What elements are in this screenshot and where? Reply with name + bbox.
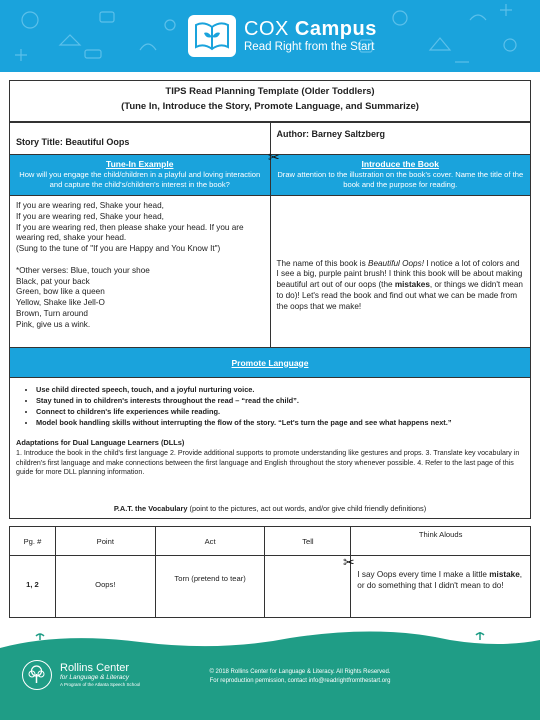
brand — [188, 12, 377, 60]
rollins-name: Rollins Center — [60, 662, 130, 674]
cell-point: Oops! — [55, 556, 155, 618]
introduce-text — [277, 259, 525, 313]
vocabulary-title — [9, 504, 531, 513]
book-logo-icon — [188, 15, 236, 57]
vocabulary-table — [9, 526, 531, 618]
introduce-bold-word: mistakes — [394, 280, 430, 290]
think-aloud-part-2: , or do something that I didn't mean to do! — [357, 570, 523, 590]
tune-in-body: If you are wearing red, Shake your head, If you are wearing red, Shake your head, If you are wearing red, then please shake your head. If you are wearing red, shake your head. (Sung to the tune of "If you are Happy and You Know It") *Other verses: Blue, touch your shoe Black, pat your back Green, bow like a queen Yellow, Shake like Jell-O Brown, Turn around Pink, give us a wink. — [16, 201, 244, 329]
rollins-tiny: A Program of the Atlanta Speech School — [60, 682, 141, 687]
cell-act: Torn (pretend to tear) — [155, 556, 265, 618]
tune-in-heading — [10, 155, 270, 195]
promote-bullets — [10, 378, 530, 428]
copyright — [150, 668, 450, 686]
list-item: • Use child directed speech, touch, and a joyful nurturing voice. — [36, 384, 520, 395]
introduce-heading — [270, 155, 531, 195]
dll-title: Adaptations for Dual Language Learners (DLLs) — [16, 438, 185, 447]
vocabulary-section — [9, 494, 531, 621]
title-line-1: TIPS Read Planning Template (Older Toddlers) — [165, 86, 375, 97]
tune-in-title: Tune-In Example — [106, 159, 174, 169]
brand-text — [244, 18, 377, 54]
planning-frame — [9, 122, 531, 519]
header-point: Point — [55, 527, 155, 556]
promote-language-title: Promote Language — [231, 357, 309, 368]
rollins-text — [60, 662, 140, 688]
story-author: Author: Barney Saltzberg — [270, 123, 531, 154]
rollins-sub: for Language & Literacy — [60, 674, 130, 681]
vocabulary-title-rest: (point to the pictures, act out words, and/or give child friendly definitions) — [187, 504, 427, 513]
brand-tagline: Read Right from the Start — [244, 41, 375, 53]
tune-in-subtext: How will you engage the child/children in a playful and loving interaction and capture the child's/children's interest in the book? — [19, 170, 261, 189]
scissors-icon: ✂ — [268, 149, 280, 165]
introduce-text-part-3: , or things we didn't mean to do)! Let's read the book and find out what we can be made from the oops that we make! — [276, 280, 523, 311]
brand-cox: COX — [244, 18, 289, 40]
header-think-alouds: Think Alouds — [351, 527, 531, 556]
footer — [0, 648, 540, 720]
table-row — [10, 556, 531, 618]
scissors-icon: ✂ — [343, 554, 355, 570]
list-item: • Connect to children's life experiences while reading. — [36, 406, 520, 417]
vocabulary-title-bold: P.A.T. the Vocabulary — [113, 504, 188, 513]
brand-name — [244, 18, 377, 40]
copyright-line-1: © 2018 Rollins Center for Language & Literacy. All Rights Reserved. — [209, 669, 391, 675]
rollins-brand — [22, 660, 140, 690]
list-item: • Stay tuned in to children's interests throughout the read – “read the child”. — [36, 395, 520, 406]
template-title — [9, 80, 531, 122]
table-header-row — [10, 527, 531, 556]
title-line-2: (Tune In, Introduce the Story, Promote Language, and Summarize) — [121, 101, 419, 112]
copyright-line-2: For reproduction permission, contact info@readrightfromthestart.org — [209, 678, 391, 684]
think-aloud-bold: mistake — [489, 570, 520, 579]
introduce-subtext: Draw attention to the illustration on the book's cover. Name the title of the book and the purpose for reading. — [277, 170, 524, 189]
introduce-text-part-2: I notice a lot of colors and I see a big, purple paint brush! I think this book will be about making beautiful art out of our oops (the — [276, 258, 523, 290]
cell-think-aloud — [351, 556, 531, 618]
promote-language-heading — [10, 348, 530, 378]
tree-logo-icon — [22, 660, 52, 690]
header-tell: Tell — [265, 527, 351, 556]
cell-page: 1, 2 — [10, 556, 56, 618]
header-banner — [0, 0, 540, 72]
think-aloud-part-1: I say Oops every time I make a little — [357, 570, 490, 579]
footer-hills — [0, 630, 540, 650]
story-title: Story Title: Beautiful Oops — [16, 137, 130, 147]
introduce-title: Introduce the Book — [361, 159, 439, 169]
section-body-row — [10, 196, 530, 348]
book-title-italic: Beautiful Oops! — [367, 258, 424, 268]
header-page: Pg. # — [10, 527, 56, 556]
introduce-body — [270, 196, 531, 347]
brand-campus: Campus — [294, 18, 377, 40]
header-act: Act — [155, 527, 265, 556]
introduce-text-part-1: The name of this book is — [276, 258, 368, 268]
cell-tell — [265, 556, 351, 618]
list-item: • Model book handling skills without interrupting the flow of the story. “Let's turn the page and see what happens next.” — [36, 417, 520, 428]
dll-text: 1. Introduce the book in the child's first language 2. Provide additional supports to promote understanding like gestures and props. 3. Translate key vocabulary in children's first language and make connections between the first language and English throughout the story whenever possible. 4. Refer to the last page of this guide for more DLL planning information. — [16, 449, 520, 477]
